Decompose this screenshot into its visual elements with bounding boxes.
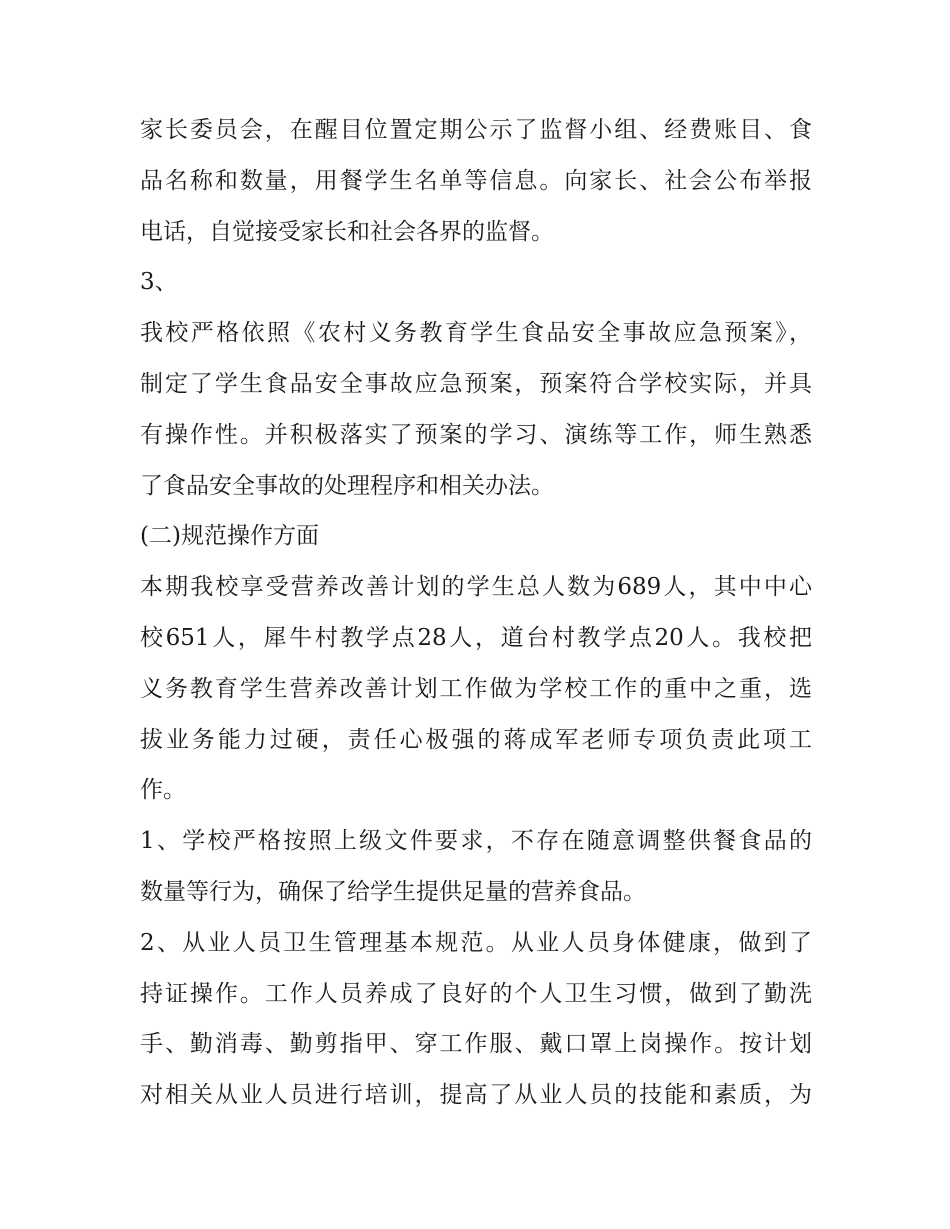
text-line: 家长委员会，在醒目位置定期公示了监督小组、经费账目、食 <box>140 117 812 143</box>
text-line: 2、从业人员卫生管理基本规范。从业人员身体健康，做到了 <box>140 929 812 956</box>
text-line: 本期我校享受营养改善计划的学生总人数为689人，其中中心 <box>140 574 812 601</box>
text-line: 义务教育学生营养改善计划工作做为学校工作的重中之重，选 <box>140 675 812 702</box>
text-line: 数量等行为，确保了给学生提供足量的营养食品。 <box>140 878 646 905</box>
text-line: 作。 <box>140 777 186 804</box>
text-line: 1、学校严格按照上级文件要求，不存在随意调整供餐食品的 <box>140 828 812 855</box>
text-line: (二)规范操作方面 <box>140 523 319 550</box>
text-line: 拔业务能力过硬，责任心极强的蒋成军老师专项负责此项工 <box>140 726 812 753</box>
text-line: 持证操作。工作人员养成了良好的个人卫生习惯，做到了勤洗 <box>140 980 812 1007</box>
text-line: 校651人，犀牛村教学点28人，道台村教学点20人。我校把 <box>140 624 812 651</box>
text-line: 品名称和数量，用餐学生名单等信息。向家长、社会公布举报 <box>140 167 812 194</box>
text-line: 手、勤消毒、勤剪指甲、穿工作服、戴口罩上岗操作。按计划 <box>140 1031 812 1058</box>
text-line: 对相关从业人员进行培训，提高了从业人员的技能和素质，为 <box>140 1082 812 1109</box>
text-line: 我校严格依照《农村义务教育学生食品安全事故应急预案》， <box>140 320 812 347</box>
text-line: 有操作性。并积极落实了预案的学习、演练等工作，师生熟悉 <box>140 421 812 448</box>
text-line: 制定了学生食品安全事故应急预案，预案符合学校实际，并具 <box>140 370 812 397</box>
text-line: 了食品安全事故的处理程序和相关办法。 <box>140 472 554 499</box>
text-line: 电话，自觉接受家长和社会各界的监督。 <box>140 218 554 245</box>
text-line: 3、 <box>140 269 178 296</box>
body-text <box>140 105 812 1121</box>
